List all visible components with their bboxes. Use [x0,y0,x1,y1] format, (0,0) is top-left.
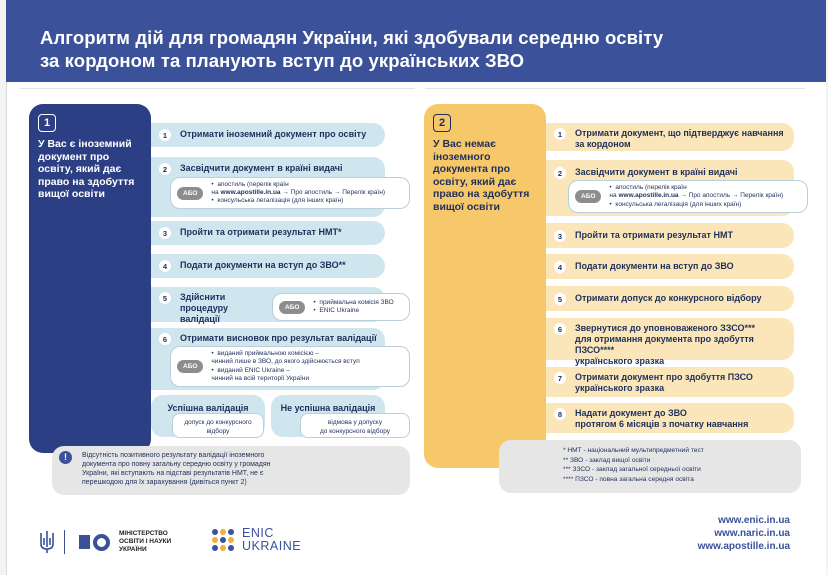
exclamation-icon: ! [59,451,72,464]
ministry-name: МІНІСТЕРСТВО ОСВІТИ І НАУКИ УКРАЇНИ [119,530,172,553]
step-number: 1 [554,128,566,140]
step-label-line-2: за кордоном [575,139,631,149]
step-number: 2 [554,167,566,179]
validation-note [52,446,410,495]
or-badge: АБО [177,187,203,200]
step-label: Отримати іноземний документ про освіту [180,129,367,139]
scenario-text: У Вас є іноземний документ про освіту, який дає право на здобуття вищої освіти [38,138,135,200]
right-step-5 [546,286,794,311]
note-line-2: документа про повну загальну середню освіту у громадян [82,461,271,468]
step-number: 4 [554,261,566,273]
step-label: Подати документи на вступ до ЗВО [575,261,734,271]
left-step-2-options [170,177,410,209]
step-label: Здійснити процедуру валідації [180,292,229,324]
note-line-3: України, які вступають на підставі результатів НМТ, не є [82,470,264,477]
option-enic-conclusion-scope: чинний на всій території України [211,374,310,382]
option-apostille-link: на www.apostille.in.ua → Про апостиль → Перелік країн) [211,188,386,196]
option-consular: • консульська легалізація (для інших країн) [609,201,783,209]
right-step-4 [546,254,794,279]
step-label-line-2: протягом 6 місяців з початку навчання [575,419,749,429]
fail-text-line-2: до конкурсного відбору [320,427,390,435]
success-text-line-2: відбору [206,427,230,435]
left-step-5-options [272,293,410,321]
footnote-2: ** ЗВО - заклад вищої освіти [563,456,651,464]
scenario-number: 2 [433,114,451,132]
fail-validation-title: Не успішна валідація [280,403,376,413]
footnote-3: *** ЗЗСО - заклад загальної середньої освіти [563,466,701,473]
step-label-line-1: Отримати документ, що підтверджує навчання [575,128,784,138]
apostille-link[interactable]: www.apostille.in.ua [220,188,281,196]
enic-dots-icon [212,529,234,551]
step-label-line-2: для отримання документа про здобуття ПЗСО**** [575,334,754,355]
left-step-3 [151,221,385,245]
divider-right [425,88,805,89]
step-label: Подати документи на вступ до ЗВО** [180,260,346,270]
step-label: Пройти та отримати результат НМТ [575,230,733,240]
right-scenario-card [424,104,546,468]
step-label-line-3: українського зразка [575,356,665,366]
scenario-number: 1 [38,114,56,132]
step-label: Пройти та отримати результат НМТ* [180,227,342,237]
step-label: Отримати висновок про результат валідації [180,333,377,343]
step-label: Засвідчити документ в країні видачі [575,167,738,177]
step-label-line-1: Отримати документ про здобуття ПЗСО [575,372,753,382]
success-text-line-1: допуск до конкурсного [184,419,252,426]
website-links [698,514,790,553]
or-badge: АБО [177,360,203,373]
apostille-link[interactable]: www.apostille.in.ua [618,192,679,200]
step-number: 1 [159,129,171,141]
option-admission-conclusion-scope: чинний лише в ЗВО, до якого здійснюється вступ [211,358,360,366]
left-step-4 [151,254,385,278]
step-label: Отримати допуск до конкурсного відбору [575,293,762,303]
page-title-line-1: Алгоритм дій для громадян України, які здобували середню освіту [40,27,664,48]
page-header [6,0,826,82]
step-label-line-1: Звернутися до уповноваженого ЗЗСО*** [575,323,756,333]
note-line-4: перешкодою для їх зарахування (дивіться пункт 2) [82,479,247,486]
note-line-1: Відсутність позитивного результату валідації іноземного [82,452,265,459]
link-enic[interactable]: www.enic.in.ua [718,515,790,526]
link-apostille[interactable]: www.apostille.in.ua [697,541,790,552]
left-step-6-options [170,346,410,387]
divider-left [20,88,415,89]
step-number: 7 [554,372,566,384]
step-label-line-2: українського зразка [575,383,665,393]
right-step-1 [546,123,794,151]
option-admission-committee: • приймальна комісія ЗВО [313,299,393,307]
right-step-6 [546,318,794,366]
step-number: 6 [554,323,566,335]
option-apostille-link: на www.apostille.in.ua → Про апостиль → Перелік країн) [609,192,784,200]
link-naric[interactable]: www.naric.in.ua [714,528,790,539]
abbreviations-footnotes [499,440,801,493]
step-label-line-1: Надати документ до ЗВО [575,408,687,418]
trident-icon [40,530,54,554]
ministry-logo [40,527,171,557]
right-step-2-options [568,180,808,213]
option-enic-conclusion: • виданий ENIC Ukraine – [211,367,359,375]
scenario-text: У Вас немає іноземного документа про освіту, який дає право на здобуття вищої освіти [433,138,530,213]
step-number: 3 [159,227,171,239]
step-number: 6 [159,333,171,345]
step-number: 3 [554,230,566,242]
footnote-4: **** ПЗСО - повна загальна середня освіта [563,475,694,483]
footnote-1: * НМТ - національний мультипредметний тест [563,447,704,454]
option-admission-conclusion: • виданий приймальною комісією – [211,350,359,358]
enic-logo [212,527,301,553]
right-step-8 [546,403,794,433]
option-apostille: • апостиль (перелік країн [609,184,783,192]
or-badge: АБО [279,301,305,314]
success-validation-title: Успішна валідація [167,403,249,413]
left-step-1 [151,123,385,147]
fail-validation-result [300,413,410,438]
left-scenario-card [29,104,151,453]
right-step-7 [546,367,794,397]
step-number: 5 [159,292,171,304]
step-label: Засвідчити документ в країні видачі [180,163,343,173]
fail-text-line-1: відмова у допуску [327,419,383,426]
or-badge: АБО [575,190,601,203]
option-apostille: • апостиль (перелік країн [211,181,385,189]
step-number: 5 [554,293,566,305]
success-validation-result [172,413,264,438]
option-consular: • консульська легалізація (для інших країн) [211,197,385,205]
right-step-3 [546,223,794,248]
logo-divider [64,530,65,554]
step-number: 4 [159,260,171,272]
step-number: 8 [554,408,566,420]
ministry-mark-icon [79,533,113,551]
step-number: 2 [159,163,171,175]
option-enic: • ENIC Ukraine [313,307,393,315]
enic-wordmark: ENIC UKRAINE [242,526,302,553]
page-title-line-2: за кордоном та планують вступ до українських ЗВО [40,50,525,71]
